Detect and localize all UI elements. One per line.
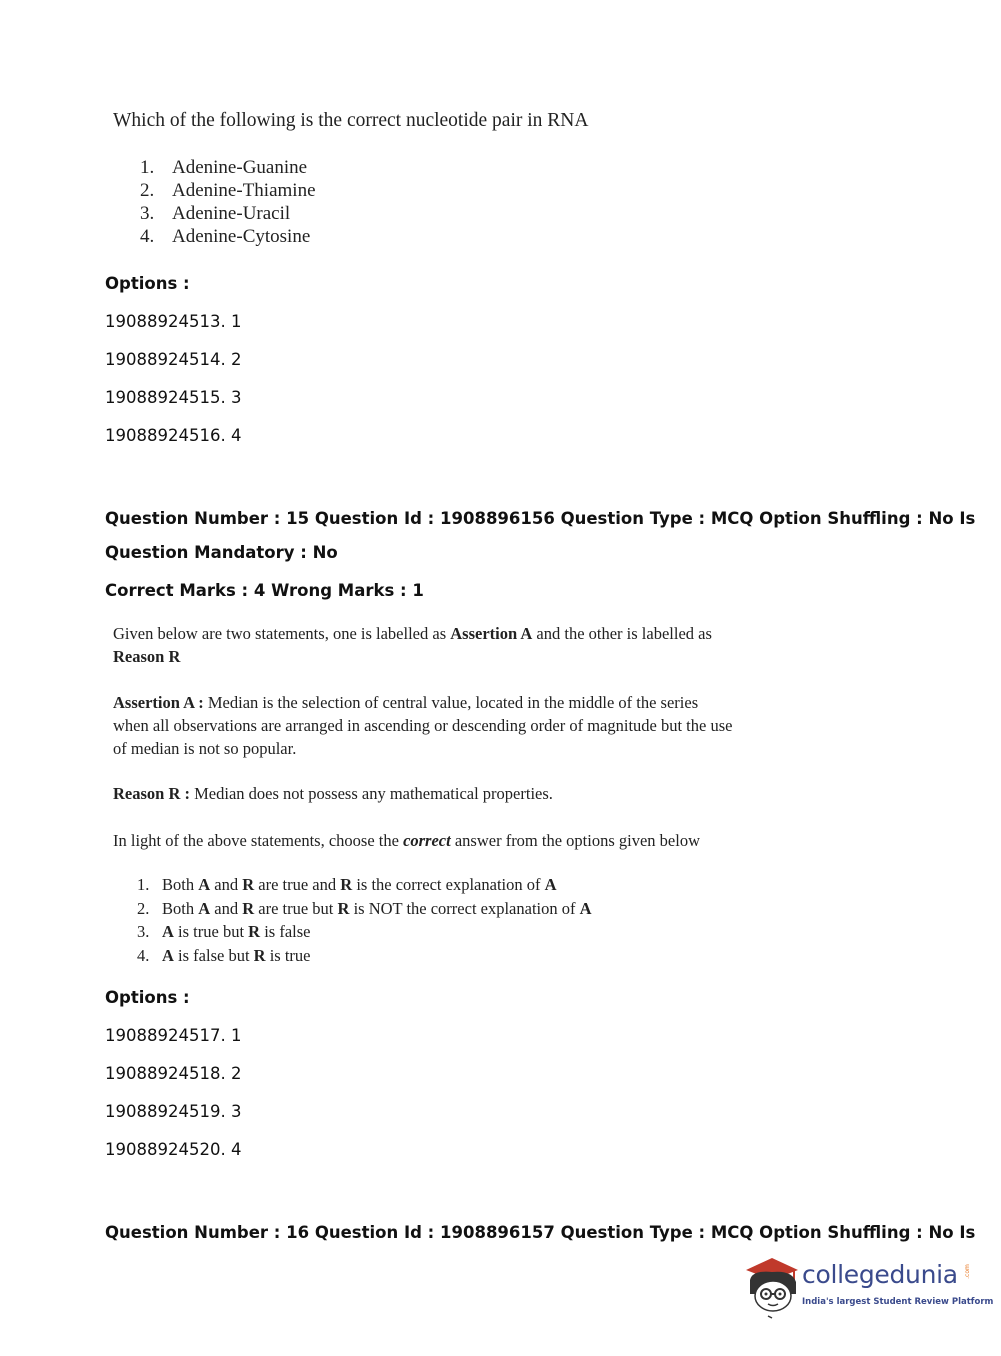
choice-text: Adenine-Thiamine <box>172 180 316 201</box>
option-line: 19088924514. 2 <box>105 350 242 369</box>
options-heading: Options : <box>105 988 190 1007</box>
choice-number: 2. <box>140 180 155 201</box>
choice-number: 3. <box>140 203 155 224</box>
list-item: 1. Both A and R are true and R is the correct explanation of A <box>137 875 557 894</box>
choice-text: Adenine-Cytosine <box>172 226 311 247</box>
list-item: 4. A is false but R is true <box>137 945 311 965</box>
choice-list <box>137 873 592 967</box>
option-line: 19088924517. 1 <box>105 1026 242 1045</box>
logo-wordmark: collegedunia <box>802 1260 958 1289</box>
question-meta: Question Number : 15 Question Id : 1908896156 Question Type : MCQ Option Shuffling : No Is <box>105 509 976 528</box>
logo-tagline: India's largest Student Review Platform <box>802 1297 994 1307</box>
question-marks: Correct Marks : 4 Wrong Marks : 1 <box>105 581 424 600</box>
question-meta: Question Number : 16 Question Id : 1908896157 Question Type : MCQ Option Shuffling : No Is <box>105 1223 976 1242</box>
assertion-statement: Assertion A : Median is the selection of central value, located in the middle of the series when all observations are arranged in ascending or descending order of magnitude but the use of median is not so popular. <box>113 693 733 758</box>
choice-list <box>140 156 316 248</box>
question-mandatory: Question Mandatory : No <box>105 543 338 562</box>
option-line: 19088924515. 3 <box>105 388 242 407</box>
statement-intro: Given below are two statements, one is labelled as Assertion A and the other is labelled as Reason R <box>113 624 712 666</box>
choice-number: 1. <box>140 157 155 178</box>
choice-text: Adenine-Guanine <box>172 157 308 178</box>
choice-number: 4. <box>140 226 155 247</box>
list-item <box>140 179 316 202</box>
list-item <box>140 202 316 225</box>
list-item <box>140 225 316 248</box>
reason-statement: Reason R : Median does not possess any mathematical properties. <box>113 784 553 803</box>
option-line: 19088924513. 1 <box>105 312 242 331</box>
option-line: 19088924516. 4 <box>105 426 242 445</box>
options-heading: Options : <box>105 274 190 293</box>
list-item: 3. A is true but R is false <box>137 922 311 941</box>
option-line: 19088924518. 2 <box>105 1064 242 1083</box>
list-item <box>140 156 316 179</box>
choice-text: Adenine-Uracil <box>172 203 291 224</box>
option-line: 19088924520. 4 <box>105 1140 242 1159</box>
instruction: In light of the above statements, choose the correct answer from the options given below <box>113 831 700 850</box>
option-line: 19088924519. 3 <box>105 1102 242 1121</box>
list-item: 2. Both A and R are true but R is NOT the correct explanation of A <box>137 898 592 918</box>
collegedunia-mascot-icon <box>742 1250 804 1320</box>
logo-suffix: .com <box>963 1264 971 1279</box>
question-stem: Which of the following is the correct nucleotide pair in RNA <box>113 110 589 131</box>
